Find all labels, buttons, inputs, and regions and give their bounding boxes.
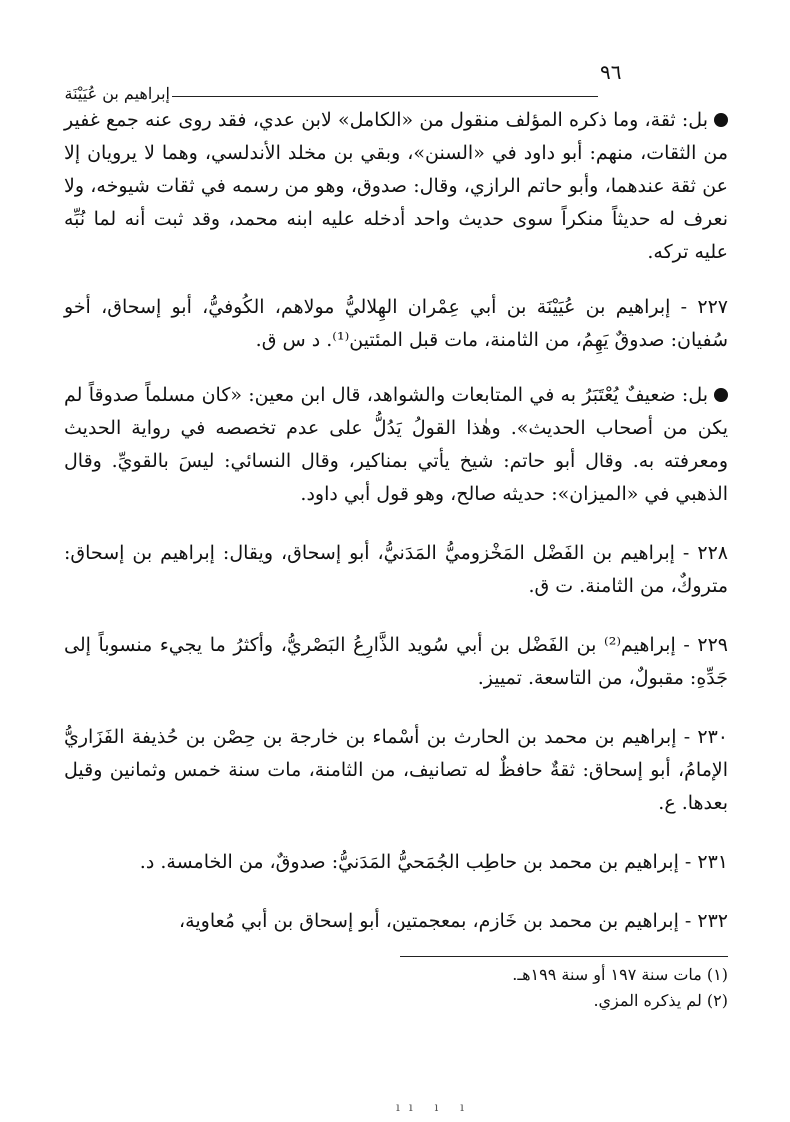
bullet-icon <box>714 113 728 127</box>
entry-230: ٢٣٠ - إبراهيم بن محمد بن الحارث بن أسْماء بن خارجة بن حِصْن بن حُذيفة الفَزَاريُّ الإمامُ، أبو إسحاق: ثقةٌ حافظٌ له تصانيف، من الثامنة، مات سنة خمس وثمانين وقيل بعدها. ع. <box>64 726 728 814</box>
paragraph-text: بل: ثقة، وما ذكره المؤلف منقول من «الكامل» لابن عدي، فقد روى عنه جمع غفير من الثقات، منهم: أبو داود في «السنن»، وبقي بن مخلد الأندلسي، وهما لا يرويان إلا عن ثقة عندهما، وأبو حاتم الرازي، وقال: صدوق، وهو من رسمه في ثقات شيوخه، ولا نعرف له حديثاً منكراً سوى حديث واحد أدخله عليه ابنه محمد، وقد ثبت أنه لما نُبِّه عليه تركه. <box>64 109 728 263</box>
main-text <box>64 104 728 938</box>
page-number: ٩٦ <box>600 60 622 84</box>
footnote-1: (١) مات سنة ١٩٧ أو سنة ١٩٩هـ. <box>512 965 728 984</box>
entry-229: ٢٢٩ - إبراهيم⁽²⁾ بن الفَضْل بن أبي سُويد الذَّارِعُ البَصْريُّ، وأكثرُ ما يجيء منسوباً إلى جَدِّهِ: مقبولٌ، من التاسعة. تمييز. <box>64 634 728 689</box>
header-rule <box>172 96 598 97</box>
footnotes <box>330 962 728 1014</box>
entry-228: ٢٢٨ - إبراهيم بن الفَضْل المَخْزوميُّ المَدَنيُّ، أبو إسحاق، ويقال: إبراهيم بن إسحاق: متروكٌ، من الثامنة. ت ق. <box>64 542 728 597</box>
entry-232: ٢٣٢ - إبراهيم بن محمد بن خَازم، بمعجمتين، أبو إسحاق بن أبي مُعاوية، <box>179 910 728 932</box>
footnote-rule <box>400 956 728 957</box>
bullet-icon <box>714 388 728 402</box>
entry-227: ٢٢٧ - إبراهيم بن عُيَيْنَة بن أبي عِمْران الهِلاليُّ مولاهم، الكُوفيُّ، أبو إسحاق، أخو سُفيان: صدوقٌ يَهِمُ، من الثامنة، مات قبل المئتين⁽¹⁾. د س ق. <box>64 296 728 351</box>
paragraph-commentary <box>64 379 728 511</box>
scan-marks: ıı ı ı <box>396 1100 473 1114</box>
paragraph-text: بل: ضعيفٌ يُعْتَبَرُ به في المتابعات والشواهد، قال ابن معين: «كان مسلماً صدوقاً لم يكن من أصحاب الحديث». وهٰذا القولُ يَدُلُّ على عدم تخصصه في رواية الحديث ومعرفته به. وقال أبو حاتم: شيخ يأتي بمناكير، وقال النسائي: ليسَ بالقويِّ. وقال الذهبي في «الميزان»: حديثه صالح، وهو قول أبي داود. <box>64 384 728 505</box>
paragraph-commentary <box>64 104 728 269</box>
footnote-2: (٢) لم يذكره المزي. <box>593 991 728 1010</box>
entry-231: ٢٣١ - إبراهيم بن محمد بن حاطِب الجُمَحيُّ المَدَنيُّ: صدوقٌ، من الخامسة. د. <box>139 851 728 873</box>
running-title: إبراهيم بن عُيَيْنَة <box>64 84 170 103</box>
